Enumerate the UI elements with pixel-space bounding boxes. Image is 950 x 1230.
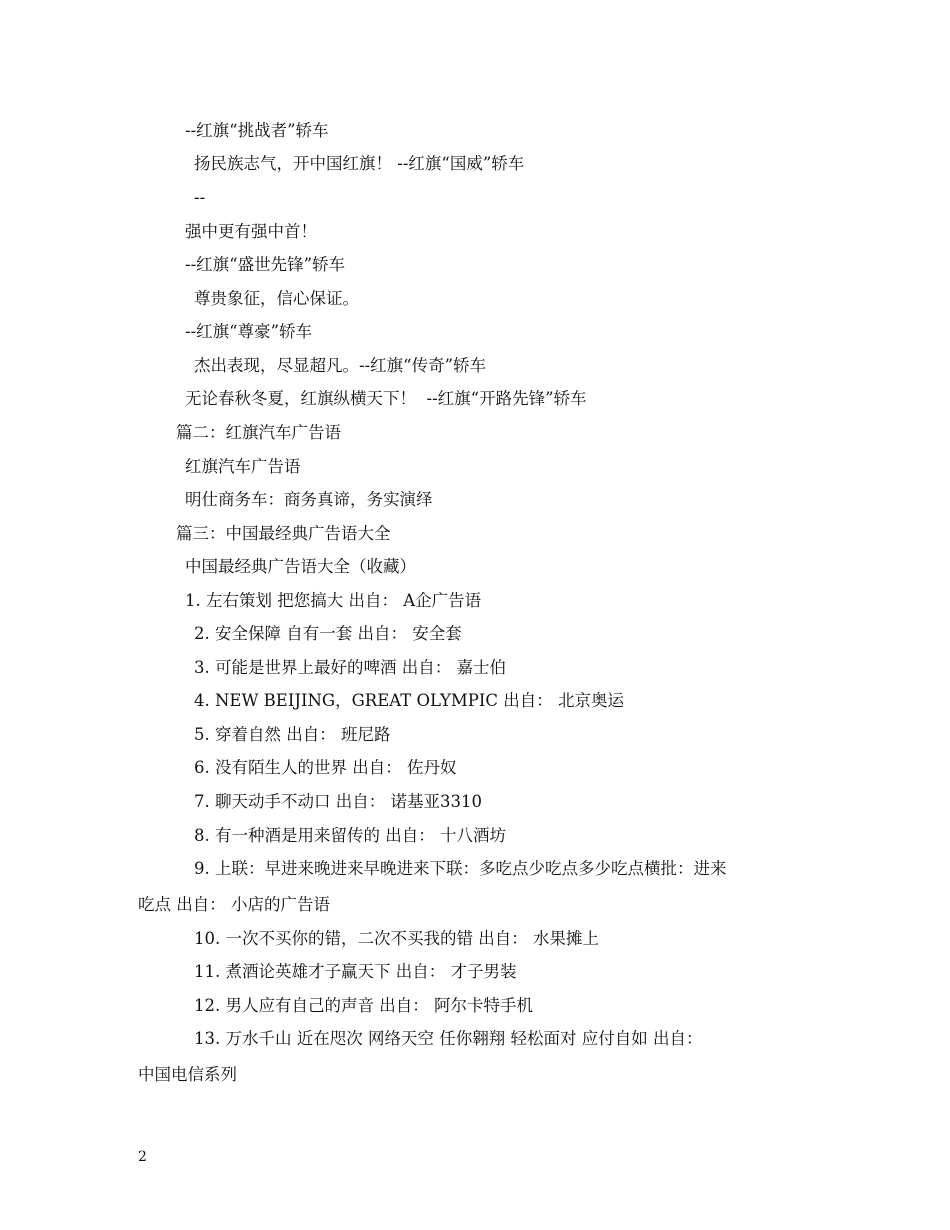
list-item: 3. 可能是世界上最好的啤酒 出自： 嘉士伯 [194,658,506,677]
text-line: 中国最经典广告语大全（收藏） [185,557,416,576]
text-line: 红旗汽车广告语 [185,457,301,476]
list-item: 10. 一次不买你的错，二次不买我的错 出自： 水果摊上 [194,929,599,948]
section-heading: 篇二：红旗汽车广告语 [176,423,341,442]
text-line: --红旗“盛世先锋”轿车 [185,255,346,274]
text-line: 无论春秋冬夏，红旗纵横天下！ --红旗“开路先锋”轿车 [185,389,587,408]
list-item: 1. 左右策划 把您搞大 出自： A企广告语 [185,591,482,610]
list-item: 2. 安全保障 自有一套 出自： 安全套 [194,624,462,643]
text-line: --红旗“尊豪”轿车 [185,322,313,341]
text-line: -- [194,188,206,207]
list-item: 6. 没有陌生人的世界 出自： 佐丹奴 [194,758,457,777]
list-item: 11. 煮酒论英雄才子赢天下 出自： 才子男装 [194,962,517,981]
list-item-continuation: 中国电信系列 [138,1065,237,1084]
list-item: 7. 聊天动手不动口 出自： 诺基亚3310 [194,792,482,811]
list-item: 12. 男人应有自己的声音 出自： 阿尔卡特手机 [194,996,533,1015]
list-item: 4. NEW BEIJING，GREAT OLYMPIC 出自： 北京奥运 [194,691,624,710]
text-line: 强中更有强中首！ [185,222,317,241]
list-item-continuation: 吃点 出自： 小店的广告语 [138,895,330,914]
list-item: 13. 万水千山 近在咫次 网络天空 任你翱翔 轻松面对 应付自如 出自： [194,1029,703,1048]
list-item: 5. 穿着自然 出自： 班尼路 [194,725,391,744]
text-line: 尊贵象征，信心保证。 [194,289,359,308]
text-line: --红旗“挑战者”轿车 [185,121,329,140]
list-item: 8. 有一种酒是用来留传的 出自： 十八酒坊 [194,826,506,845]
list-item: 9. 上联：早进来晚进来早晚进来下联：多吃点少吃点多少吃点横批：进来 [194,859,727,878]
page-number: 2 [138,1149,147,1165]
section-heading: 篇三：中国最经典广告语大全 [176,524,391,543]
text-line: 明仕商务车：商务真谛，务实演绎 [185,490,433,509]
text-line: 杰出表现，尽显超凡。--红旗“传奇”轿车 [194,356,487,375]
text-line: 扬民族志气，开中国红旗！ --红旗“国威”轿车 [194,154,525,173]
